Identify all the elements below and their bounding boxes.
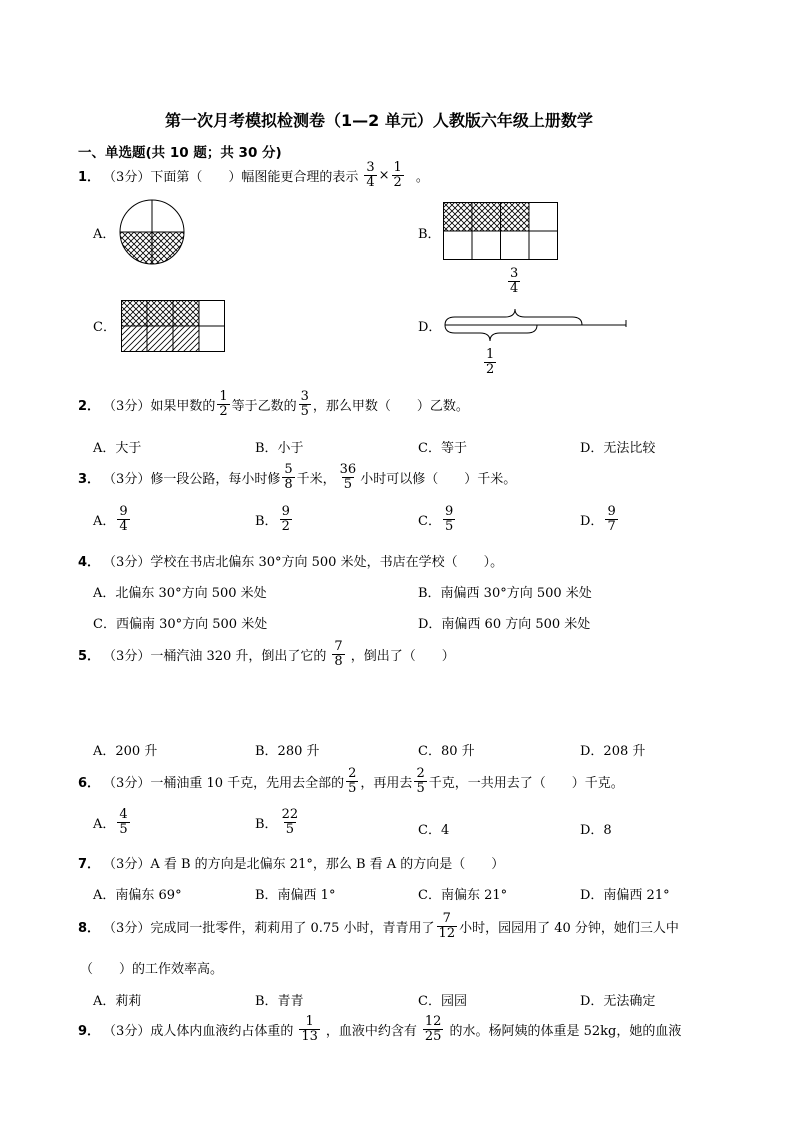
denominator: 13 <box>301 1028 318 1044</box>
question-score: （3分） <box>103 648 151 664</box>
option-b[interactable] <box>255 808 302 836</box>
fraction <box>414 767 426 795</box>
option-b[interactable] <box>255 505 294 533</box>
question-text: 修一段公路，每小时修 <box>150 471 281 487</box>
option-c[interactable]: C．南偏东 21° <box>418 888 508 903</box>
question-7 <box>78 853 504 872</box>
option-d-line-diagram[interactable] <box>440 303 630 347</box>
option-b[interactable]: B．青青 <box>255 994 304 1009</box>
denominator: 5 <box>348 780 357 796</box>
denominator: 5 <box>416 780 425 796</box>
option-c[interactable]: C．4 <box>418 823 450 838</box>
numerator: 5 <box>284 462 293 477</box>
option-d-label[interactable]: D． <box>418 320 442 335</box>
option-b[interactable]: B．南偏西 30°方向 500 米处 <box>418 586 592 601</box>
fraction <box>364 161 376 189</box>
question-text: ，倒出了（ ） <box>350 648 455 664</box>
option-label: A． <box>93 816 116 832</box>
option-a[interactable]: A．200 升 <box>93 744 158 759</box>
denominator: 12 <box>438 925 456 941</box>
option-d[interactable] <box>580 505 620 533</box>
question-text: 如果甲数的 <box>150 398 216 414</box>
question-text: 完成同一批零件，莉莉用了 0.75 小时，青青用了 <box>150 920 435 936</box>
denominator: 25 <box>424 1028 442 1044</box>
question-score: （3分） <box>103 169 151 185</box>
numerator: 9 <box>444 504 454 519</box>
fraction <box>217 390 229 418</box>
question-number: 1． <box>78 169 101 185</box>
fraction <box>299 390 311 418</box>
numerator: 3 <box>366 160 375 175</box>
question-9 <box>78 1015 681 1043</box>
numerator: 22 <box>281 807 299 822</box>
question-score: （3分） <box>103 1023 151 1039</box>
option-c-grid-diagram[interactable] <box>121 300 225 352</box>
fraction <box>332 640 344 668</box>
question-text: ，血液中约含有 <box>325 1023 417 1039</box>
option-d[interactable]: D．8 <box>580 823 612 838</box>
question-3 <box>78 463 516 491</box>
option-a-circle-diagram[interactable] <box>119 199 185 265</box>
fraction <box>282 463 294 491</box>
question-score: （3分） <box>103 555 151 570</box>
option-a[interactable]: A．南偏东 69° <box>93 888 182 903</box>
question-score: （3分） <box>103 775 151 791</box>
numerator: 9 <box>607 504 616 519</box>
denominator: 5 <box>285 821 294 837</box>
question-text: 小时可以修（ ）千米。 <box>360 471 517 487</box>
denominator: 2 <box>281 518 290 534</box>
fraction <box>443 505 455 533</box>
option-c[interactable]: C．等于 <box>418 441 467 456</box>
question-text: A 看 B 的方向是北偏东 21°，那么 B 看 A 的方向是（ ） <box>150 857 505 872</box>
numerator: 7 <box>334 639 343 654</box>
question-text: 下面第（ ）幅图能更合理的表示 <box>150 169 359 185</box>
question-text: 一桶汽油 320 升，倒出了它的 <box>150 648 327 664</box>
question-text: 千克，一共用去了（ ）千克。 <box>428 775 624 791</box>
fraction <box>280 505 292 533</box>
option-a[interactable] <box>93 808 132 836</box>
option-a[interactable]: A．北偏东 30°方向 500 米处 <box>93 586 267 601</box>
denominator: 7 <box>607 518 616 534</box>
fraction <box>346 767 358 795</box>
question-score: （3分） <box>103 857 151 872</box>
question-6 <box>78 767 624 795</box>
question-text: 学校在书店北偏东 30°方向 500 米处，书店在学校（ ）。 <box>150 555 504 570</box>
question-text: 千米， <box>296 471 336 487</box>
question-score: （3分） <box>103 398 151 414</box>
fraction <box>117 808 129 836</box>
question-score: （3分） <box>103 920 151 936</box>
question-text: ，那么甲数（ ）乙数。 <box>312 398 469 414</box>
fraction <box>299 1015 320 1043</box>
numerator: 36 <box>339 462 357 477</box>
option-b-grid-diagram[interactable] <box>443 202 558 260</box>
section-heading: 一、单选题(共 10 题；共 30 分) <box>78 145 282 161</box>
question-text: ，再用去 <box>360 775 413 791</box>
question-5 <box>78 640 455 668</box>
numerator: 1 <box>305 1014 314 1029</box>
option-label: B． <box>255 816 278 832</box>
option-label: C． <box>418 513 441 529</box>
option-a[interactable]: A．莉莉 <box>93 994 142 1009</box>
fraction <box>423 1015 444 1043</box>
option-c[interactable] <box>418 505 457 533</box>
question-text: 。 <box>415 169 429 185</box>
option-c[interactable]: C．园园 <box>418 994 467 1009</box>
numerator: 1 <box>393 160 402 175</box>
numerator: 3 <box>510 266 519 281</box>
question-score: （3分） <box>103 471 151 487</box>
denominator: 5 <box>444 518 454 534</box>
question-1 <box>78 161 429 189</box>
option-c[interactable]: C．西偏南 30°方向 500 米处 <box>93 617 268 632</box>
numerator: 2 <box>416 766 425 781</box>
option-b[interactable]: B．280 升 <box>255 744 320 759</box>
fraction <box>280 808 301 836</box>
denominator: 2 <box>219 403 228 419</box>
denominator: 4 <box>510 280 519 296</box>
numerator: 7 <box>442 911 451 926</box>
denominator: 4 <box>119 518 128 534</box>
denominator: 4 <box>366 174 375 190</box>
question-8-line2: （ ）的工作效率高。 <box>80 962 224 977</box>
option-b[interactable]: B．小于 <box>255 441 304 456</box>
question-number: 3． <box>78 471 101 487</box>
denominator: 5 <box>343 476 353 492</box>
option-a[interactable] <box>93 505 132 533</box>
question-text: 的水。杨阿姨的体重是 52kg，她的血液 <box>449 1023 682 1039</box>
question-number: 5． <box>78 648 101 664</box>
question-number: 6． <box>78 775 101 791</box>
option-label: A． <box>93 513 116 529</box>
option-d[interactable]: D．无法确定 <box>580 994 656 1009</box>
question-number: 2． <box>78 398 101 414</box>
fraction <box>117 505 129 533</box>
denominator: 5 <box>119 821 128 837</box>
question-4 <box>78 551 503 570</box>
question-text: 小时，园园用了 40 分钟，她们三人中 <box>459 920 679 936</box>
question-text: 成人体内血液约占体重的 <box>150 1023 294 1039</box>
question-8 <box>78 912 679 940</box>
denominator: 8 <box>334 653 343 669</box>
question-2 <box>78 390 469 418</box>
question-text: 等于乙数的 <box>231 398 297 414</box>
question-number: 8． <box>78 920 101 936</box>
denominator: 5 <box>300 403 309 419</box>
option-d[interactable]: D．208 升 <box>580 744 646 759</box>
question-number: 7． <box>78 857 101 872</box>
option-b[interactable]: B．南偏西 1° <box>255 888 336 903</box>
option-d[interactable]: D．南偏西 60 方向 500 米处 <box>418 617 591 632</box>
denominator: 8 <box>284 476 293 492</box>
fraction <box>392 161 404 189</box>
option-label: B． <box>255 513 278 529</box>
fraction <box>605 505 617 533</box>
numerator: 9 <box>281 504 290 519</box>
question-number: 9． <box>78 1023 101 1039</box>
fraction <box>437 912 458 940</box>
option-c-label[interactable]: C． <box>93 320 116 335</box>
option-label: D． <box>580 513 604 529</box>
times-sign: × <box>378 167 390 183</box>
numerator: 12 <box>424 1014 442 1029</box>
option-b-label[interactable]: B． <box>418 227 441 242</box>
option-d[interactable]: D．无法比较 <box>580 441 656 456</box>
brace-top-fraction <box>508 267 520 295</box>
numerator: 4 <box>119 807 128 822</box>
numerator: 3 <box>300 389 309 404</box>
denominator: 2 <box>393 174 402 190</box>
option-a[interactable]: A．大于 <box>93 441 142 456</box>
numerator: 9 <box>119 504 128 519</box>
option-d[interactable]: D．南偏西 21° <box>580 888 670 903</box>
question-text: 一桶油重 10 千克，先用去全部的 <box>150 775 345 791</box>
numerator: 1 <box>219 389 228 404</box>
option-a-label[interactable]: A． <box>93 227 116 242</box>
question-number: 4． <box>78 555 101 570</box>
numerator: 1 <box>486 347 495 362</box>
fraction <box>338 463 359 491</box>
page-title: 第一次月考模拟检测卷（1—2 单元）人教版六年级上册数学 <box>165 111 593 130</box>
numerator: 2 <box>348 766 357 781</box>
option-c[interactable]: C．80 升 <box>418 744 475 759</box>
denominator: 2 <box>486 361 495 377</box>
brace-bottom-fraction <box>484 348 496 376</box>
